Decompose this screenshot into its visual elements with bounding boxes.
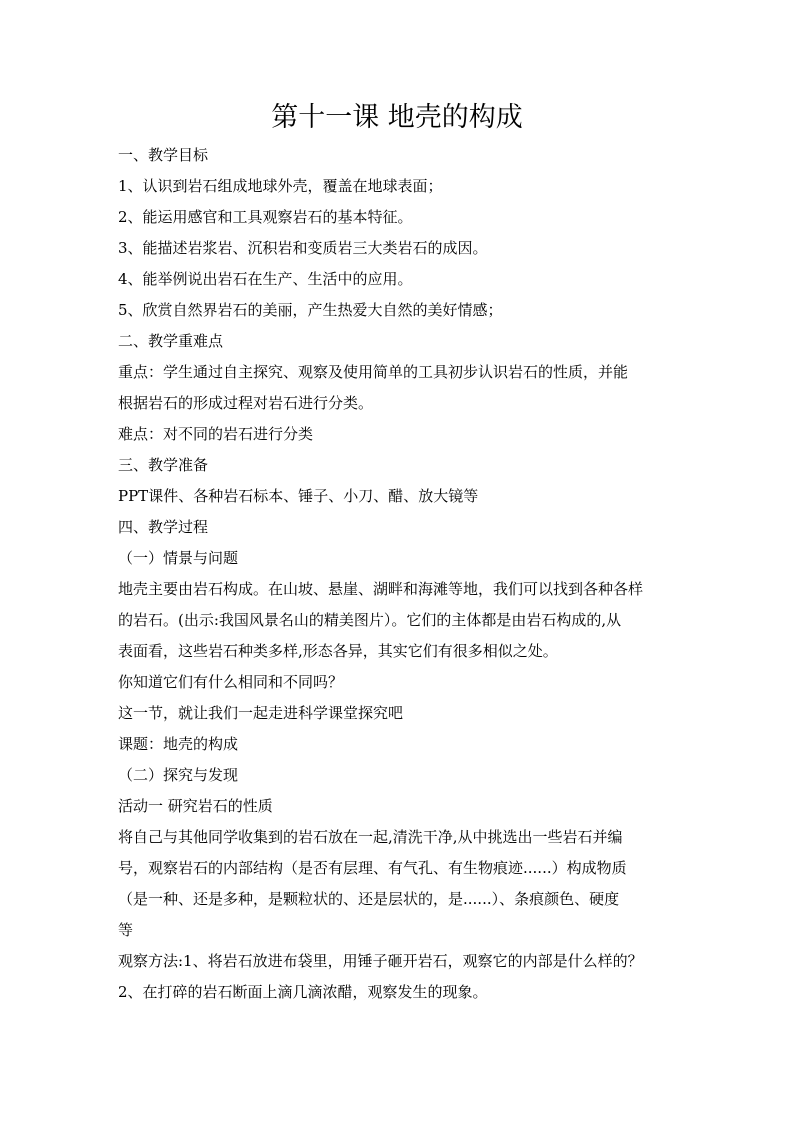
goal-item-3: 3、能描述岩浆岩、沉积岩和变质岩三大类岩石的成因。 xyxy=(118,239,488,257)
lesson-topic: 课题：地壳的构成 xyxy=(118,735,239,753)
goal-item-5: 5、欣赏自然界岩石的美丽，产生热爱大自然的美好情感； xyxy=(118,301,503,319)
paragraph-line: 等 xyxy=(118,921,134,939)
preparation-materials: PPT课件、各种岩石标本、锤子、小刀、醋、放大镜等 xyxy=(118,487,479,505)
observation-method-1: 观察方法:1、将岩石放进布袋里，用锤子砸开岩石，观察它的内部是什么样的？ xyxy=(118,952,643,970)
paragraph-line: 将自己与其他同学收集到的岩石放在一起,清洗干净,从中挑选出一些岩石并编 xyxy=(118,828,623,846)
question-line: 你知道它们有什么相同和不同吗？ xyxy=(118,673,344,691)
paragraph-line: 号，观察岩石的内部结构（是否有层理、有气孔、有生物痕迹......）构成物质 xyxy=(118,859,627,877)
paragraph-line: 的岩石。(出示:我国风景名山的精美图片）。它们的主体都是由岩石构成的,从 xyxy=(118,611,622,629)
lesson-title: 第十一课 地壳的构成 xyxy=(271,102,523,133)
lesson-body xyxy=(118,140,678,1008)
paragraph-line: 这一节，就让我们一起走进科学课堂探究吧 xyxy=(118,704,404,722)
subheading-scenario: （一）情景与问题 xyxy=(118,549,239,567)
heading-teaching-process: 四、教学过程 xyxy=(118,518,209,536)
paragraph-line: 表面看，这些岩石种类多样,形态各异，其实它们有很多相似之处。 xyxy=(118,642,558,660)
paragraph-line: （是一种、还是多种，是颗粒状的、还是层状的，是......）、条痕颜色、硬度 xyxy=(118,890,620,908)
subheading-exploration: （二）探究与发现 xyxy=(118,766,239,784)
difficult-point: 难点：对不同的岩石进行分类 xyxy=(118,425,314,443)
key-point-line-1: 重点：学生通过自主探究、观察及使用简单的工具初步认识岩石的性质，并能 xyxy=(118,363,629,381)
heading-key-points: 二、教学重难点 xyxy=(118,332,224,350)
activity-heading: 活动一 研究岩石的性质 xyxy=(118,797,273,815)
observation-method-2: 2、在打碎的岩石断面上滴几滴浓醋，观察发生的现象。 xyxy=(118,983,488,1001)
paragraph-line: 地壳主要由岩石构成。在山坡、悬崖、湖畔和海滩等地，我们可以找到各种各样 xyxy=(118,580,644,598)
goal-item-4: 4、能举例说出岩石在生产、生活中的应用。 xyxy=(118,270,413,288)
goal-item-1: 1、认识到岩石组成地球外壳，覆盖在地球表面； xyxy=(118,177,443,195)
heading-teaching-goals: 一、教学目标 xyxy=(118,146,209,164)
key-point-line-2: 根据岩石的形成过程对岩石进行分类。 xyxy=(118,394,374,412)
heading-preparation: 三、教学准备 xyxy=(118,456,209,474)
goal-item-2: 2、能运用感官和工具观察岩石的基本特征。 xyxy=(118,208,413,226)
